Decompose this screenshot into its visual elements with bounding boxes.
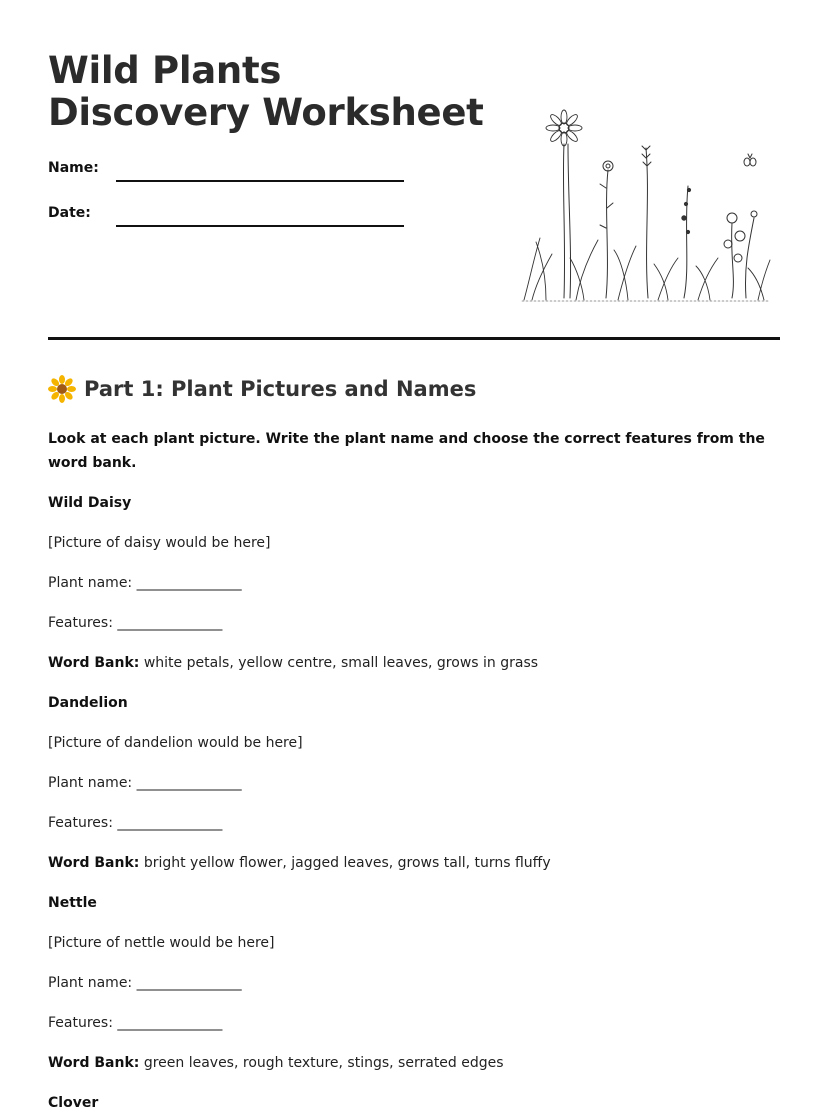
part1-heading (48, 373, 476, 405)
word-bank-label: Word Bank: (48, 855, 140, 871)
word-bank-text: white petals, yellow centre, small leaves, grows in grass (143, 655, 539, 671)
features-prompt[interactable]: Features: _______________ (48, 1015, 223, 1031)
sunflower-icon (48, 375, 76, 403)
date-line[interactable] (116, 225, 404, 227)
plant-title: Dandelion (48, 695, 128, 711)
instructions: Look at each plant picture. Write the plant name and choose the correct features from the word bank. (48, 431, 765, 471)
word-bank-label: Word Bank: (48, 655, 140, 671)
plant-title: Wild Daisy (48, 495, 132, 511)
word-bank (48, 853, 551, 873)
plant-name-prompt[interactable]: Plant name: _______________ (48, 975, 242, 991)
plant-title: Clover (48, 1095, 99, 1111)
plant-name-prompt[interactable]: Plant name: _______________ (48, 775, 242, 791)
word-bank-label: Word Bank: (48, 1055, 140, 1071)
worksheet-title: Wild Plants Discovery Worksheet (48, 49, 484, 134)
name-label: Name: (48, 160, 99, 176)
plant-title: Nettle (48, 895, 97, 911)
part1-heading-text: Part 1: Plant Pictures and Names (84, 377, 477, 401)
features-prompt[interactable]: Features: _______________ (48, 815, 223, 831)
word-bank (48, 1053, 504, 1073)
plant-picture-placeholder: [Picture of dandelion would be here] (48, 735, 303, 751)
word-bank-text: bright yellow flower, jagged leaves, grows tall, turns fluffy (143, 855, 551, 871)
features-prompt[interactable]: Features: _______________ (48, 615, 223, 631)
plant-picture-placeholder: [Picture of nettle would be here] (48, 935, 275, 951)
name-line[interactable] (116, 180, 404, 182)
section-divider (48, 337, 780, 340)
plant-picture-placeholder: [Picture of daisy would be here] (48, 535, 271, 551)
date-label: Date: (48, 205, 91, 221)
word-bank (48, 653, 538, 673)
plant-name-prompt[interactable]: Plant name: _______________ (48, 575, 242, 591)
word-bank-text: green leaves, rough texture, stings, serrated edges (143, 1055, 504, 1071)
wildflower-illustration (518, 108, 774, 308)
